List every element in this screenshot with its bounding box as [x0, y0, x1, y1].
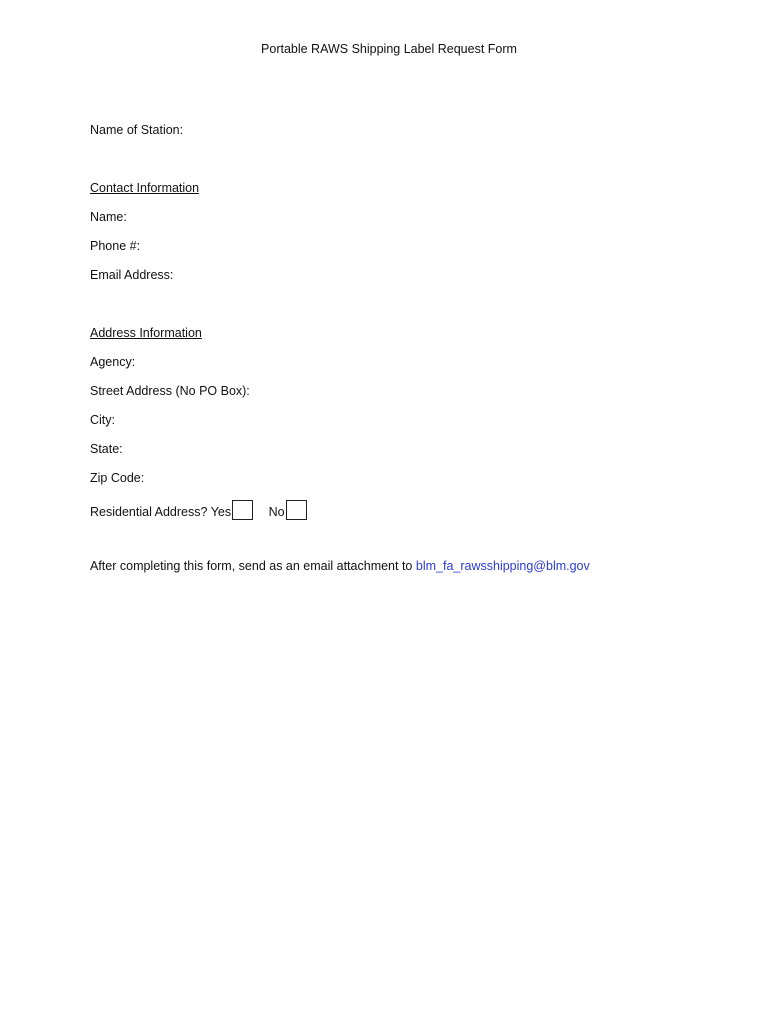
city-label: City: — [90, 413, 115, 427]
residential-address-label: Residential Address? — [90, 505, 208, 519]
residential-yes-label: Yes — [210, 505, 232, 519]
form-title: Portable RAWS Shipping Label Request Form — [261, 42, 517, 56]
zip-code-label: Zip Code: — [90, 471, 145, 485]
shipping-email-link[interactable]: blm_fa_rawsshipping@blm.gov — [415, 559, 590, 573]
contact-email-label: Email Address: — [90, 268, 174, 282]
submission-instruction-text: After completing this form, send as an email attachment to — [90, 559, 413, 573]
address-information-heading: Address Information — [90, 326, 202, 340]
state-label: State: — [90, 442, 123, 456]
contact-phone-label: Phone #: — [90, 239, 141, 253]
residential-yes-checkbox[interactable] — [232, 500, 253, 520]
contact-information-heading: Contact Information — [90, 181, 200, 195]
residential-no-label: No — [268, 505, 285, 519]
residential-no-checkbox[interactable] — [286, 500, 307, 520]
station-name-label: Name of Station: — [90, 123, 184, 137]
street-address-label: Street Address (No PO Box): — [90, 384, 250, 398]
contact-name-label: Name: — [90, 210, 127, 224]
residential-address-row — [90, 500, 307, 520]
submission-instruction — [90, 559, 590, 573]
agency-label: Agency: — [90, 355, 136, 369]
